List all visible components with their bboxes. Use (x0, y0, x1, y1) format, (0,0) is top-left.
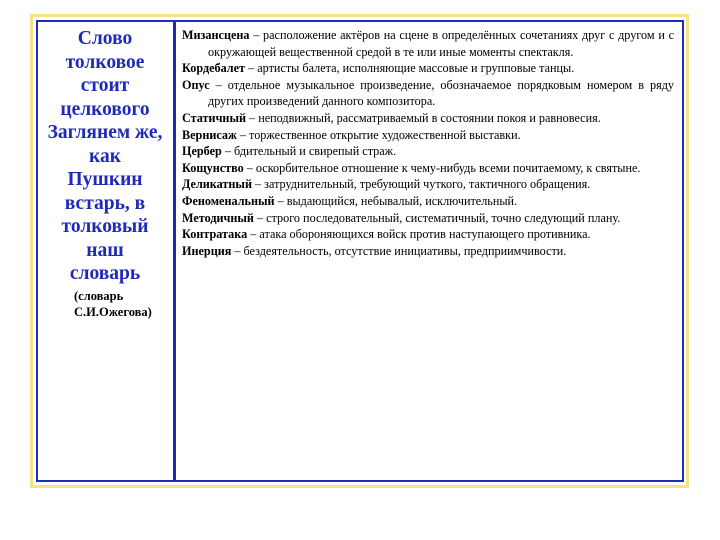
definition: – строго последовательный, систематичный, точно следующий плану. (253, 210, 621, 225)
definition: – бдительный и свирепый страж. (221, 144, 397, 159)
definition-entry (182, 127, 674, 144)
definition-entry (182, 110, 674, 127)
term: Деликатный (182, 177, 252, 192)
epigraph-line: наш (86, 239, 124, 261)
definition: – атака обороняющихся войск против наступающего противника. (247, 227, 591, 242)
epigraph-line: Слово (77, 28, 133, 49)
epigraph-line: стоит (80, 75, 130, 96)
epigraph-line: толковое (65, 51, 145, 73)
epigraph-line: Пушкин (67, 169, 143, 190)
epigraph-line: встарь, в (64, 192, 146, 214)
definition: – торжественное открытие художественной выставки. (236, 127, 521, 142)
term: Вернисаж (182, 127, 237, 142)
definition-entry (182, 27, 674, 60)
definition: – неподвижный, рассматриваемый в состоянии покоя и равновесия. (246, 110, 601, 125)
source-note (38, 288, 172, 320)
definition-entry (182, 210, 674, 227)
epigraph-line: как (89, 145, 121, 167)
definition: – расположение актёров на сцене в определённых сочетаниях друг с другом и с окружающей вещественной средой в те или иные моменты спектакля. (208, 28, 674, 59)
definitions-column (182, 27, 674, 259)
term: Мизансцена (182, 28, 250, 42)
definition-entry (182, 193, 674, 210)
source-note-line: (словарь (74, 288, 124, 303)
epigraph-line: Заглянем же, (47, 122, 163, 143)
epigraph-line: толковый (61, 216, 149, 237)
term: Кощунство (182, 160, 244, 175)
definition: – отдельное музыкальное произведение, обозначаемое порядковым номером в ряду других произведений данного композитора. (208, 77, 674, 109)
definition: – артисты балета, исполняющие массовые и групповые танцы. (245, 61, 575, 76)
term: Цербер (182, 144, 222, 159)
definition-entry (182, 243, 674, 260)
column-divider (173, 20, 176, 482)
definition-entry (182, 160, 674, 177)
term: Методичный (182, 210, 254, 225)
term: Опус (182, 77, 210, 92)
term: Статичный (182, 110, 246, 125)
definition-entry (182, 176, 674, 193)
definition-entry (182, 60, 674, 77)
definition-entry (182, 143, 674, 160)
epigraph-line: целкового (60, 98, 150, 120)
term: Кордебалет (182, 61, 246, 76)
definition-entry (182, 77, 674, 110)
definition: – оскорбительное отношение к чему-нибудь всеми почитаемому, к святыне. (243, 160, 641, 175)
term: Контратака (182, 227, 248, 242)
definition: – выдающийся, небывалый, исключительный. (274, 193, 518, 208)
epigraph-column (38, 27, 172, 320)
definition-entry (182, 226, 674, 243)
term: Инерция (182, 243, 232, 258)
source-note-line: С.И.Ожегова) (74, 304, 152, 319)
epigraph-line: словарь (69, 263, 141, 284)
definition: – бездеятельность, отсутствие инициативы, предприимчивости. (231, 243, 567, 258)
definition: – затруднительный, требующий чуткого, тактичного обращения. (251, 177, 591, 192)
term: Феноменальный (182, 193, 275, 208)
